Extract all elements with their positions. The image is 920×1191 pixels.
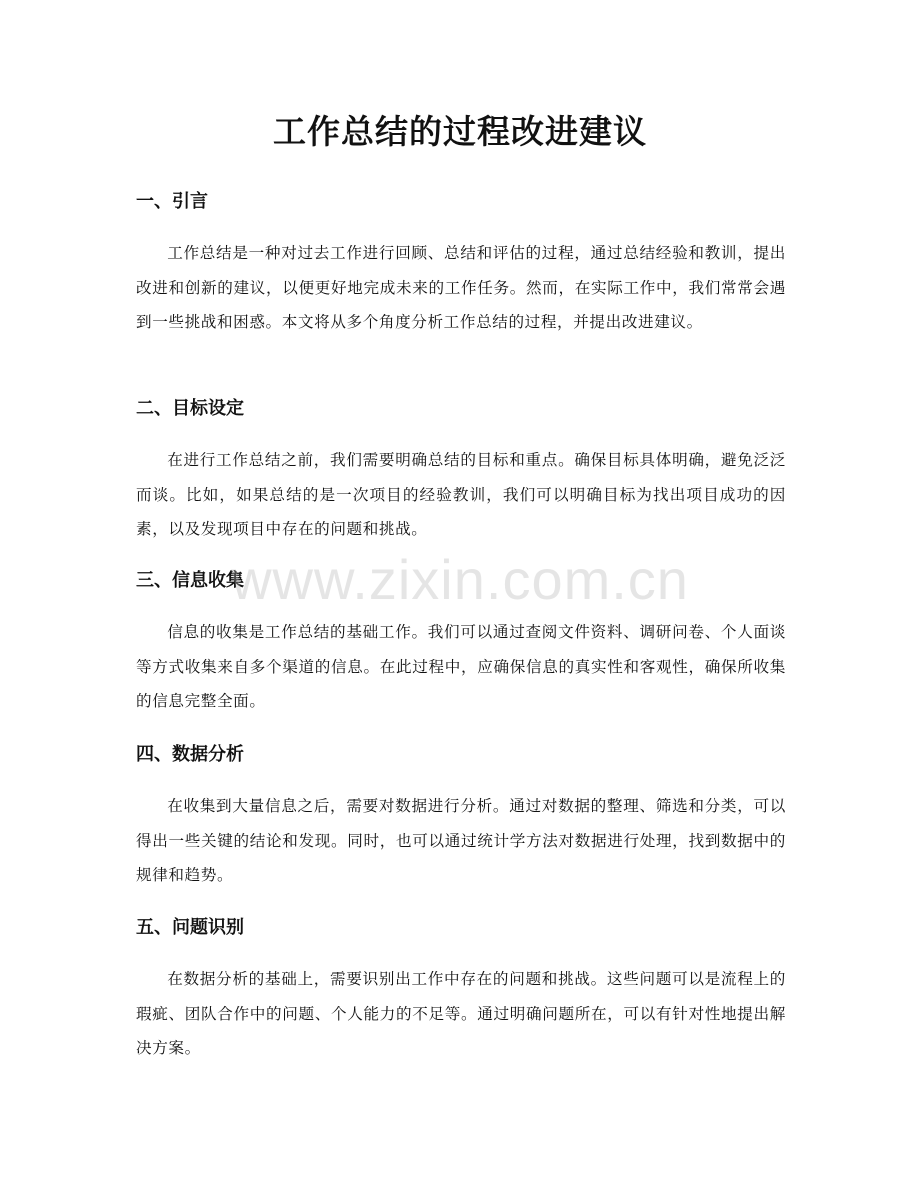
- section-paragraph: 在进行工作总结之前，我们需要明确总结的目标和重点。确保目标具体明确，避免泛泛而谈。比如，如果总结的是一次项目的经验教训，我们可以明确目标为找出项目成功的因素，以及发现项目中存在的问题和挑战。: [136, 451, 786, 538]
- section-heading: 四、数据分析: [136, 744, 244, 765]
- section-goal-setting: [136, 395, 786, 547]
- section-heading: 一、引言: [136, 191, 208, 212]
- section-heading: 三、信息收集: [136, 570, 244, 591]
- section-paragraph: 在收集到大量信息之后，需要对数据进行分析。通过对数据的整理、筛选和分类，可以得出一些关键的结论和发现。同时，也可以通过统计学方法对数据进行处理，找到数据中的规律和趋势。: [136, 797, 786, 884]
- section-paragraph: 工作总结是一种对过去工作进行回顾、总结和评估的过程，通过总结经验和教训，提出改进和创新的建议，以便更好地完成未来的工作任务。然而，在实际工作中，我们常常会遇到一些挑战和困惑。本文将从多个角度分析工作总结的过程，并提出改进建议。: [136, 244, 786, 331]
- section-problem-identification: [136, 914, 786, 1066]
- section-paragraph: 信息的收集是工作总结的基础工作。我们可以通过查阅文件资料、调研问卷、个人面谈等方式收集来自多个渠道的信息。在此过程中，应确保信息的真实性和客观性，确保所收集的信息完整全面。: [136, 623, 786, 710]
- watermark-text: www.zixin.com.cn: [231, 548, 689, 611]
- section-heading: 二、目标设定: [136, 398, 244, 419]
- section-heading: 五、问题识别: [136, 917, 244, 938]
- section-information-gathering: [136, 567, 786, 719]
- section-data-analysis: [136, 741, 786, 893]
- document-title: 工作总结的过程改进建议: [273, 112, 647, 151]
- section-introduction: [136, 188, 786, 340]
- section-paragraph: 在数据分析的基础上，需要识别出工作中存在的问题和挑战。这些问题可以是流程上的瑕疵、团队合作中的问题、个人能力的不足等。通过明确问题所在，可以有针对性地提出解决方案。: [136, 970, 786, 1057]
